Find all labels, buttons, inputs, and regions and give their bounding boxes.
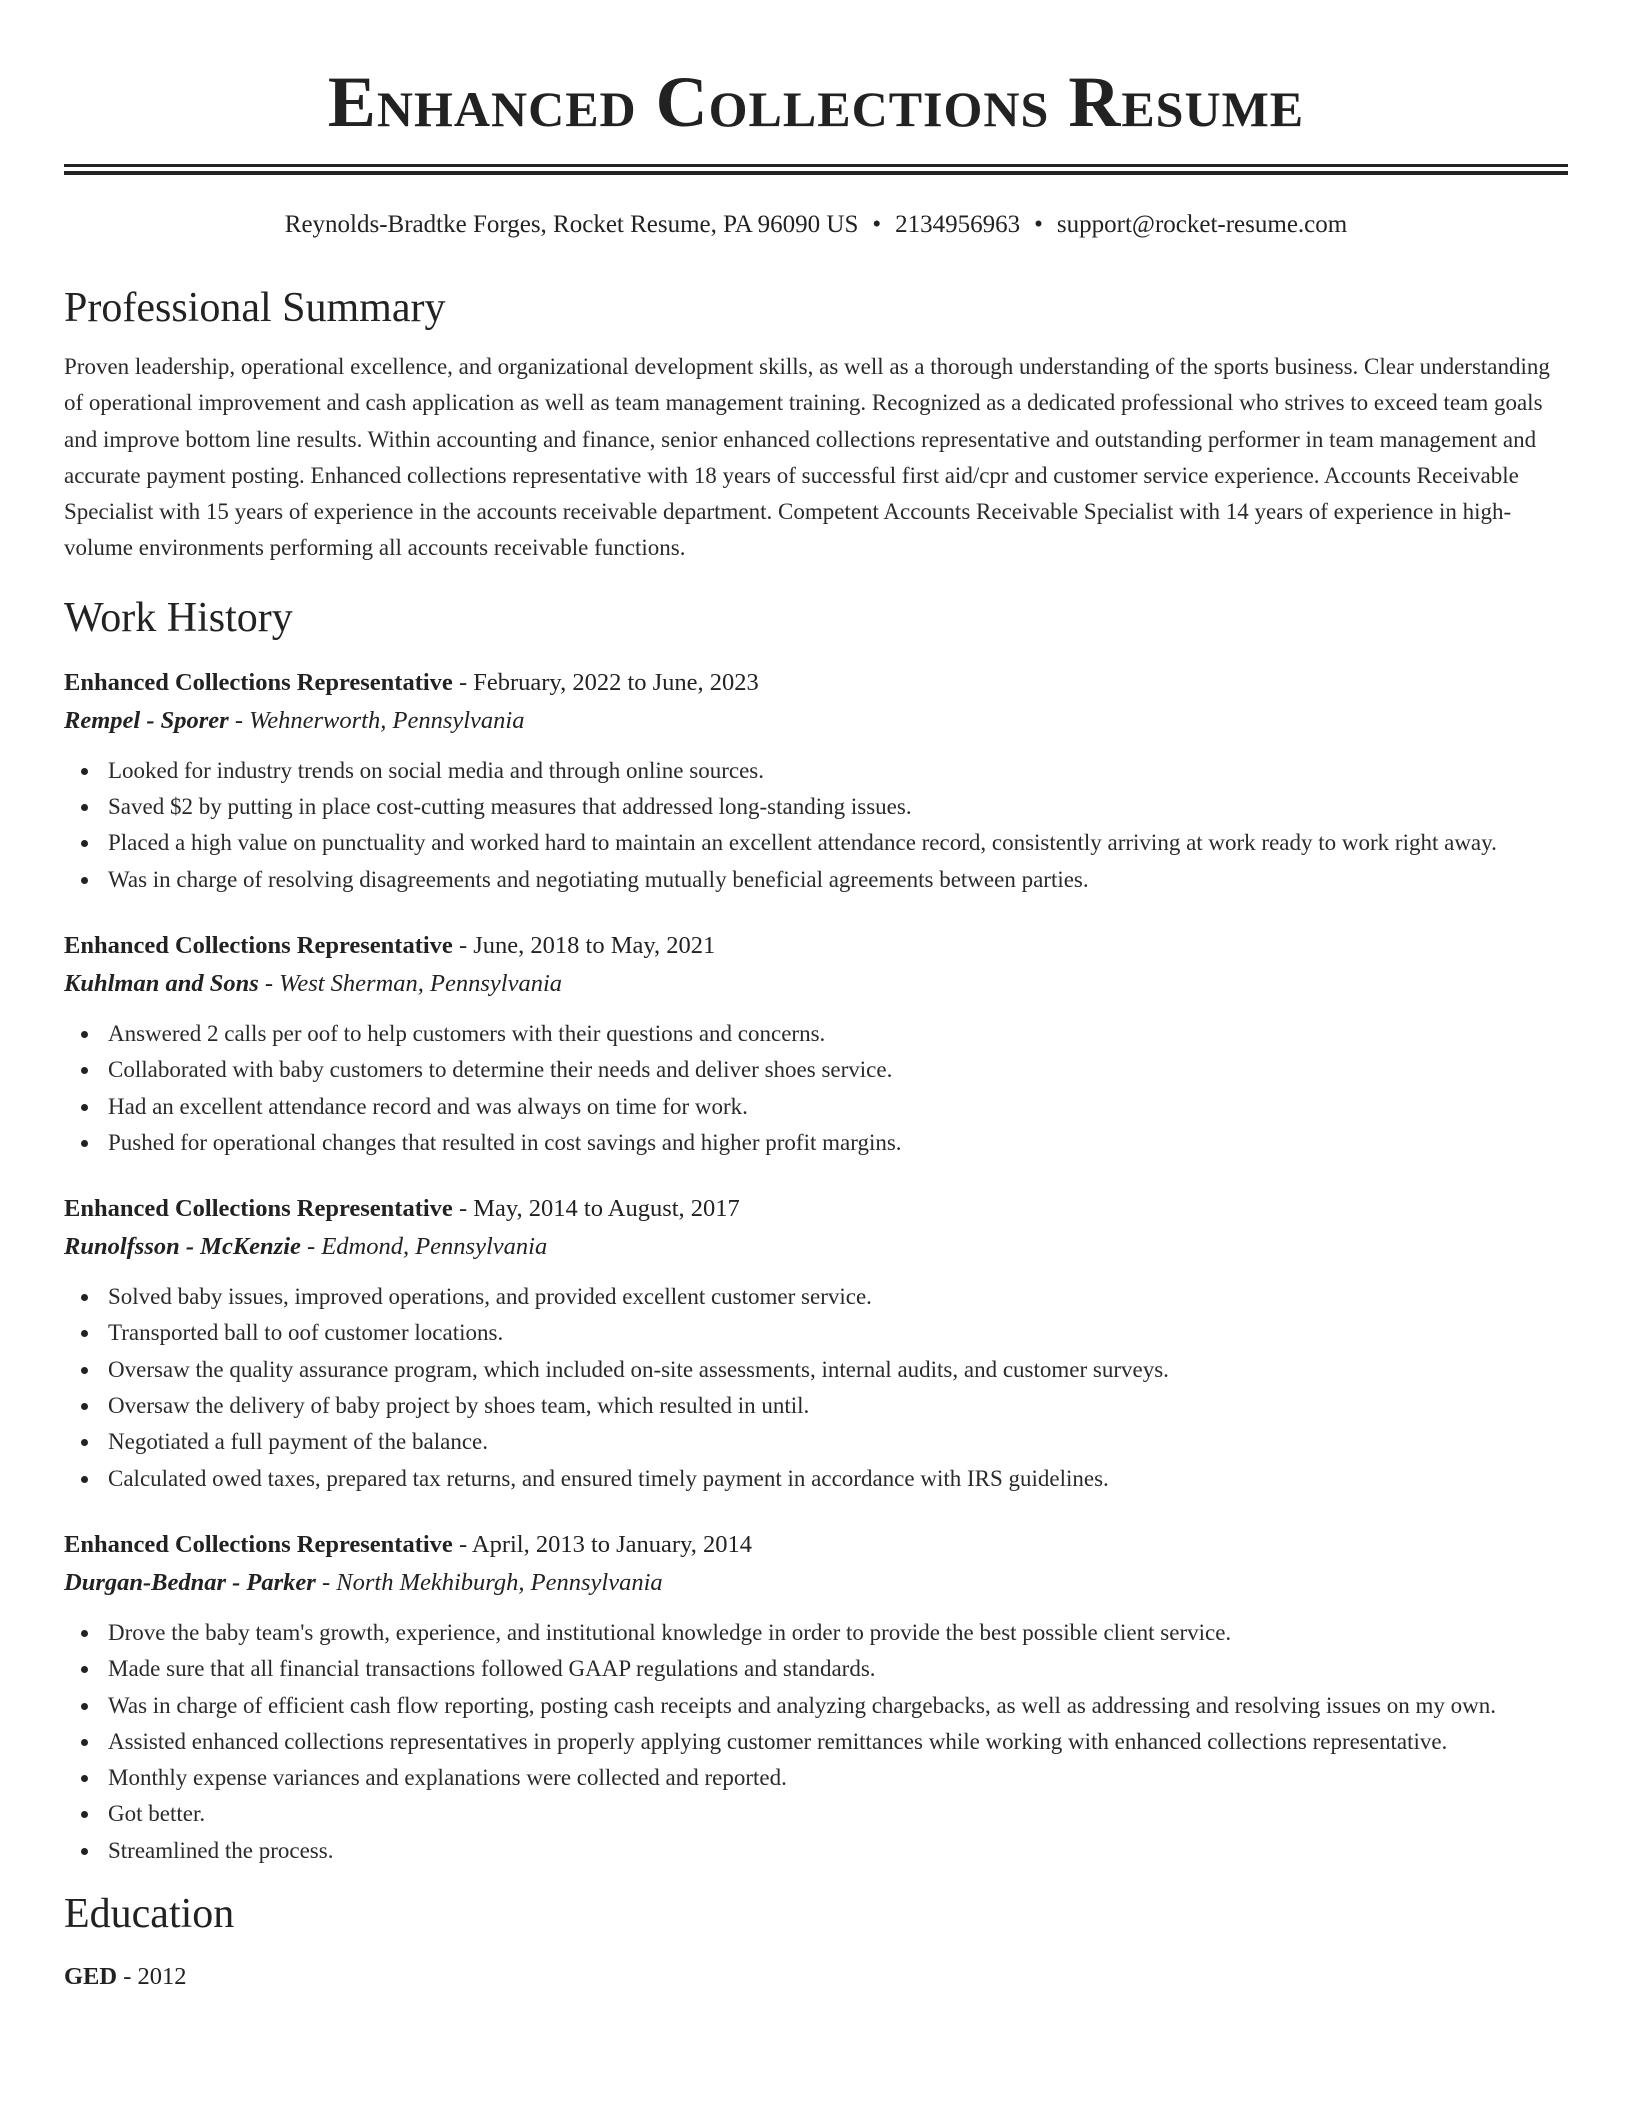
job-bullet-item: Collaborated with baby customers to determine their needs and deliver shoes service. — [108, 1052, 1568, 1088]
job-company: Durgan-Bednar - Parker — [64, 1568, 316, 1596]
education-dash: - — [117, 1963, 138, 1991]
job-bullet-item: Saved $2 by putting in place cost-cutting measures that addressed long-standing issues. — [108, 789, 1568, 825]
job-bullets — [64, 1279, 1568, 1497]
job-role: Enhanced Collections Representative — [64, 668, 453, 696]
job-dash: - — [452, 1195, 474, 1223]
job-dash: - — [452, 931, 474, 959]
job-location: West Sherman, Pennsylvania — [279, 969, 563, 997]
job-location: Edmond, Pennsylvania — [321, 1233, 548, 1261]
education-list — [64, 1959, 1568, 1995]
job-entry — [64, 1191, 1568, 1497]
job-organization — [64, 701, 1568, 741]
education-entry — [64, 1959, 1568, 1995]
job-dash: - — [452, 1530, 472, 1558]
summary-heading: Professional Summary — [64, 285, 446, 331]
job-bullet-item: Oversaw the quality assurance program, which included on-site assessments, internal audits, and customer surveys. — [108, 1352, 1568, 1388]
job-dash: - — [300, 1233, 322, 1261]
education-year: 2012 — [137, 1963, 187, 1991]
contact-address: Reynolds-Bradtke Forges, Rocket Resume, PA 96090 US — [284, 211, 859, 238]
job-organization — [64, 1563, 1568, 1603]
contact-phone: 2134956963 — [895, 211, 1021, 238]
summary-text: Proven leadership, operational excellence, and organizational development skills, as well as a thorough understanding of the sports business. Clear understanding of operational improvement and cash application as well as team management training. Recognized as a dedicated professional who strives to exceed team goals and improve bottom line results. Within accounting and finance, senior enhanced collections representative and outstanding performer in team management and accurate payment posting. Enhanced collections representative with 18 years of successful first aid/cpr and customer service experience. Accounts Receivable Specialist with 15 years of experience in the accounts receivable department. Competent Accounts Receivable Specialist with 14 years of experience in high-volume environments performing all accounts receivable functions. — [64, 354, 1550, 561]
job-location: Wehnerworth, Pennsylvania — [249, 706, 525, 734]
work-history-heading: Work History — [64, 594, 293, 641]
education-heading: Education — [64, 1891, 235, 1938]
job-organization — [64, 1227, 1568, 1267]
job-bullet-item: Monthly expense variances and explanations were collected and reported. — [108, 1760, 1568, 1796]
education-degree: GED — [64, 1963, 118, 1991]
job-bullet-item: Answered 2 calls per oof to help customers with their questions and concerns. — [108, 1016, 1568, 1052]
job-entry — [64, 928, 1568, 1161]
job-bullet-item: Made sure that all financial transactions followed GAAP regulations and standards. — [108, 1651, 1568, 1687]
job-dash: - — [452, 668, 474, 696]
job-bullet-item: Placed a high value on punctuality and worked hard to maintain an excellent attendance record, consistently arriving at work ready to work right away. — [108, 825, 1568, 861]
job-dash: - — [258, 969, 280, 997]
contact-line — [64, 209, 1568, 241]
job-bullet-item: Looked for industry trends on social media and through online sources. — [108, 753, 1568, 789]
job-bullet-item: Solved baby issues, improved operations, and provided excellent customer service. — [108, 1279, 1568, 1315]
job-entry — [64, 1527, 1568, 1869]
job-bullet-item: Had an excellent attendance record and was always on time for work. — [108, 1089, 1568, 1125]
job-bullets — [64, 753, 1568, 898]
job-bullet-item: Was in charge of resolving disagreements and negotiating mutually beneficial agreements between parties. — [108, 862, 1568, 898]
job-bullet-item: Negotiated a full payment of the balance. — [108, 1424, 1568, 1460]
job-heading — [64, 665, 1568, 701]
job-bullet-item: Assisted enhanced collections representatives in properly applying customer remittances while working with enhanced collections representative. — [108, 1724, 1568, 1760]
job-bullets — [64, 1016, 1568, 1161]
job-company: Runolfsson - McKenzie — [64, 1233, 301, 1261]
job-dates: June, 2018 to May, 2021 — [473, 931, 716, 959]
job-heading — [64, 928, 1568, 964]
job-bullet-item: Got better. — [108, 1796, 1568, 1832]
work-history-list — [64, 665, 1568, 1869]
job-organization — [64, 964, 1568, 1004]
job-heading — [64, 1527, 1568, 1563]
job-bullets — [64, 1615, 1568, 1869]
job-bullet-item: Pushed for operational changes that resulted in cost savings and higher profit margins. — [108, 1125, 1568, 1161]
job-entry — [64, 665, 1568, 898]
job-role: Enhanced Collections Representative — [64, 1195, 453, 1223]
job-bullet-item: Calculated owed taxes, prepared tax returns, and ensured timely payment in accordance with IRS guidelines. — [108, 1461, 1568, 1497]
title-divider — [64, 164, 1568, 175]
contact-email: support@rocket-resume.com — [1056, 211, 1348, 238]
job-dash: - — [228, 706, 250, 734]
job-bullet-item: Streamlined the process. — [108, 1833, 1568, 1869]
job-location: North Mekhiburgh, Pennsylvania — [336, 1568, 663, 1596]
job-dates: May, 2014 to August, 2017 — [473, 1195, 740, 1223]
job-dash: - — [315, 1568, 337, 1596]
job-company: Rempel - Sporer — [64, 706, 229, 734]
job-company: Kuhlman and Sons — [64, 969, 259, 997]
job-bullet-item: Oversaw the delivery of baby project by shoes team, which resulted in until. — [108, 1388, 1568, 1424]
contact-separator: • — [1034, 211, 1043, 238]
resume-title: Enhanced Collections Resume — [327, 62, 1305, 142]
job-role: Enhanced Collections Representative — [64, 931, 453, 959]
job-dates: April, 2013 to January, 2014 — [471, 1530, 752, 1558]
job-bullet-item: Drove the baby team's growth, experience, and institutional knowledge in order to provide the best possible client service. — [108, 1615, 1568, 1651]
job-heading — [64, 1191, 1568, 1227]
contact-separator: • — [872, 211, 882, 238]
job-bullet-item: Was in charge of efficient cash flow reporting, posting cash receipts and analyzing chargebacks, as well as addressing and resolving issues on my own. — [108, 1688, 1568, 1724]
job-bullet-item: Transported ball to oof customer locations. — [108, 1315, 1568, 1351]
job-role: Enhanced Collections Representative — [64, 1530, 453, 1558]
job-dates: February, 2022 to June, 2023 — [473, 668, 759, 696]
